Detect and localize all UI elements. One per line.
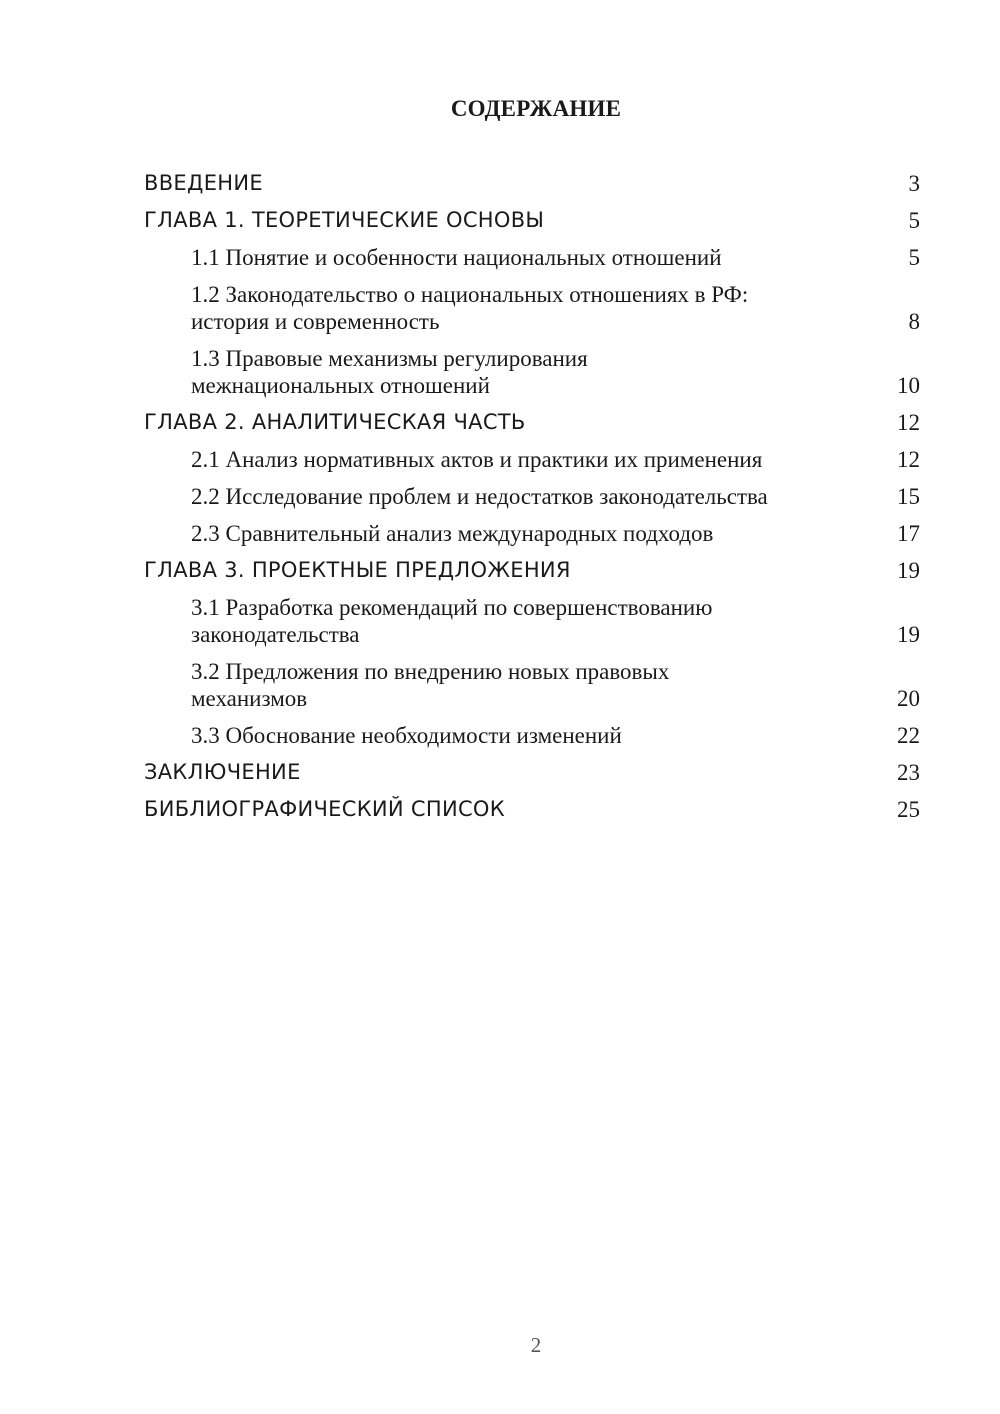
toc-entry-title-line: история и современность	[191, 309, 440, 334]
toc-entry-title	[144, 207, 890, 234]
toc-chapter-entry	[144, 759, 920, 786]
page-title: СОДЕРЖАНИЕ	[450, 96, 622, 121]
toc-entry-title-line: 3.2 Предложения по внедрению новых правовых	[191, 659, 670, 684]
table-of-contents	[144, 170, 920, 833]
toc-entry-page: 17	[897, 521, 920, 546]
toc-entry-page: 19	[897, 622, 920, 647]
toc-entry-title	[191, 446, 890, 473]
toc-entry-title-line: 1.3 Правовые механизмы регулирования	[191, 346, 588, 371]
toc-entry-title-line: механизмов	[191, 686, 308, 711]
toc-entry-title-line: 1.2 Законодательство о национальных отношениях в РФ:	[191, 282, 749, 307]
toc-entry-title	[191, 722, 890, 749]
toc-entry-title-line: 3.1 Разработка рекомендаций по совершенствованию	[191, 595, 713, 620]
toc-entry-title-line: 2.2 Исследование проблем и недостатков законодательства	[191, 484, 768, 509]
toc-section-entry	[144, 244, 920, 271]
toc-entry-title	[191, 483, 890, 510]
toc-entry-title-line: ВВЕДЕНИЕ	[144, 171, 263, 195]
toc-entry-title-line: БИБЛИОГРАФИЧЕСКИЙ СПИСОК	[144, 797, 505, 821]
toc-section-entry	[144, 446, 920, 473]
toc-section-entry	[144, 722, 920, 749]
toc-entry-title	[191, 244, 890, 271]
toc-entry-title-line: межнациональных отношений	[191, 373, 490, 398]
toc-entry-page: 5	[908, 208, 920, 233]
toc-entry-page: 3	[908, 171, 920, 196]
toc-entry-title-line: законодательства	[191, 622, 360, 647]
toc-entry-page: 20	[897, 686, 920, 711]
page-number: 2	[530, 1333, 542, 1357]
toc-entry-title	[191, 345, 890, 399]
toc-entry-title	[144, 409, 890, 436]
toc-entry-title-line: 2.3 Сравнительный анализ международных подходов	[191, 521, 714, 546]
toc-entry-page: 12	[897, 410, 920, 435]
toc-entry-title	[144, 796, 890, 823]
toc-chapter-entry	[144, 170, 920, 197]
toc-section-entry	[144, 483, 920, 510]
toc-entry-title	[191, 281, 890, 335]
toc-entry-title	[191, 594, 890, 648]
toc-section-entry	[144, 281, 920, 335]
toc-entry-page: 10	[897, 373, 920, 398]
toc-entry-title-line: ЗАКЛЮЧЕНИЕ	[144, 760, 301, 784]
toc-entry-page: 22	[897, 723, 920, 748]
toc-chapter-entry	[144, 557, 920, 584]
toc-entry-title-line: 1.1 Понятие и особенности национальных отношений	[191, 245, 722, 270]
toc-entry-page: 5	[908, 245, 920, 270]
toc-entry-page: 8	[908, 309, 920, 334]
toc-chapter-entry	[144, 207, 920, 234]
toc-entry-title-line: 3.3 Обоснование необходимости изменений	[191, 723, 622, 748]
toc-entry-page: 25	[897, 797, 920, 822]
toc-entry-page: 19	[897, 558, 920, 583]
toc-entry-page: 12	[897, 447, 920, 472]
toc-section-entry	[144, 345, 920, 399]
toc-entry-title-line: ГЛАВА 3. ПРОЕКТНЫЕ ПРЕДЛОЖЕНИЯ	[144, 558, 571, 582]
toc-entry-title	[144, 759, 890, 786]
toc-entry-title	[144, 170, 890, 197]
toc-section-entry	[144, 520, 920, 547]
toc-entry-title-line: 2.1 Анализ нормативных актов и практики их применения	[191, 447, 763, 472]
toc-entry-title	[191, 658, 890, 712]
toc-entry-page: 15	[897, 484, 920, 509]
toc-entry-title	[191, 520, 890, 547]
toc-entry-title	[144, 557, 890, 584]
toc-chapter-entry	[144, 796, 920, 823]
toc-section-entry	[144, 594, 920, 648]
toc-entry-title-line: ГЛАВА 1. ТЕОРЕТИЧЕСКИЕ ОСНОВЫ	[144, 208, 545, 232]
toc-entry-page: 23	[897, 760, 920, 785]
toc-section-entry	[144, 658, 920, 712]
toc-entry-title-line: ГЛАВА 2. АНАЛИТИЧЕСКАЯ ЧАСТЬ	[144, 410, 526, 434]
toc-chapter-entry	[144, 409, 920, 436]
